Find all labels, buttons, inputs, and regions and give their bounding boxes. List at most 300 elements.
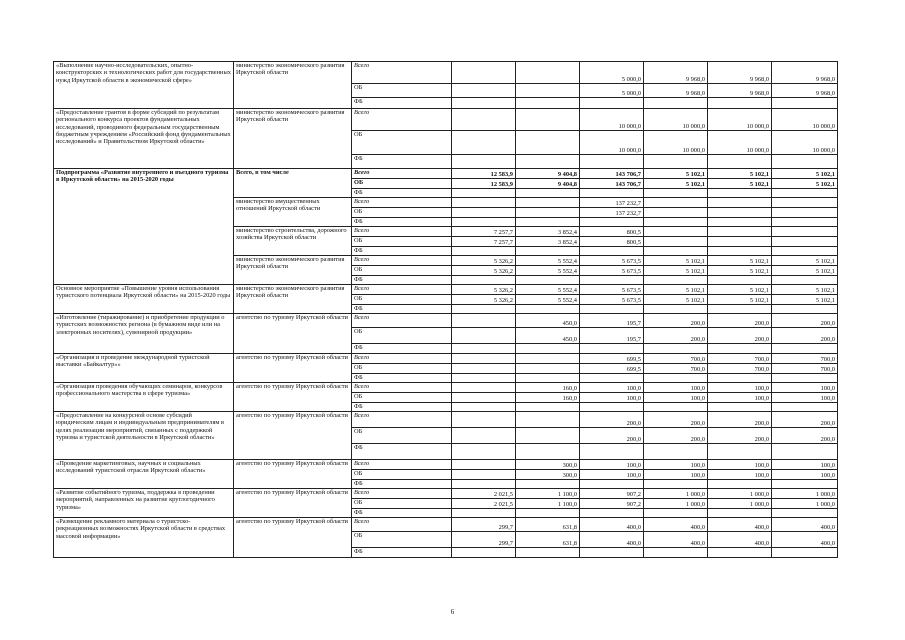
funding-source: ФБ xyxy=(352,155,452,169)
funding-source: Всего xyxy=(352,489,452,499)
table-row xyxy=(54,285,838,295)
amount-cell: 200,0 xyxy=(772,314,838,328)
funding-source: ОБ xyxy=(352,237,452,247)
amount-cell: 450,0 xyxy=(516,314,580,328)
measure-name: Основное мероприятие «Повышение уровня использования туристского потенциала Иркутской области» на 2015-2020 годы xyxy=(54,285,234,314)
amount-cell xyxy=(516,62,580,84)
amount-cell: 10 000,0 xyxy=(580,109,644,131)
amount-cell: 9 404,8 xyxy=(516,169,580,179)
amount-cell xyxy=(452,444,516,460)
amount-cell xyxy=(452,374,516,383)
amount-cell: 100,0 xyxy=(772,470,838,480)
funding-source: ФБ xyxy=(352,189,452,198)
executor: агентство по туризму Иркутской области xyxy=(234,412,352,460)
amount-cell xyxy=(772,98,838,109)
amount-cell xyxy=(708,403,772,412)
amount-cell: 5 326,2 xyxy=(452,295,516,305)
executor: министерство экономического развития Иркутской области xyxy=(234,109,352,169)
table-row xyxy=(54,460,838,470)
amount-cell: 200,0 xyxy=(772,428,838,444)
funding-source: Всего xyxy=(352,314,452,328)
amount-cell xyxy=(452,189,516,198)
amount-cell xyxy=(452,383,516,393)
amount-cell: 1 000,0 xyxy=(772,499,838,509)
funding-source: Всего xyxy=(352,285,452,295)
amount-cell: 143 706,7 xyxy=(580,179,644,189)
funding-source: Всего xyxy=(352,383,452,393)
amount-cell: 1 000,0 xyxy=(644,489,708,499)
amount-cell xyxy=(708,548,772,558)
amount-cell: 200,0 xyxy=(708,412,772,428)
amount-cell: 5 102,1 xyxy=(708,285,772,295)
amount-cell xyxy=(452,428,516,444)
amount-cell: 5 673,5 xyxy=(580,295,644,305)
amount-cell: 450,0 xyxy=(516,328,580,344)
amount-cell: 800,5 xyxy=(580,237,644,247)
amount-cell: 5 552,4 xyxy=(516,285,580,295)
amount-cell: 5 102,1 xyxy=(644,179,708,189)
amount-cell xyxy=(772,227,838,237)
amount-cell: 2 021,5 xyxy=(452,489,516,499)
amount-cell xyxy=(580,509,644,518)
measure-name: «Предоставление грантов в форме субсидий по результатам регионального конкурса проектов фундаментальных исследований, проводимого федеральным государственным бюджетным учреждением «Российский фонд фундаментальных исследований» и Правительством Иркутской области» xyxy=(54,109,234,169)
funding-source: Всего xyxy=(352,354,452,364)
funding-source: ОБ xyxy=(352,131,452,155)
amount-cell xyxy=(708,208,772,218)
amount-cell: 5 102,1 xyxy=(644,169,708,179)
amount-cell xyxy=(772,305,838,314)
amount-cell xyxy=(452,460,516,470)
amount-cell: 100,0 xyxy=(580,460,644,470)
amount-cell: 631,8 xyxy=(516,518,580,532)
funding-source: Всего xyxy=(352,256,452,266)
measure-name: «Организация проведения обучающих семинаров, конкурсов профессионального мастерства в сфере туризма» xyxy=(54,383,234,412)
amount-cell: 10 000,0 xyxy=(644,109,708,131)
amount-cell xyxy=(580,98,644,109)
amount-cell: 400,0 xyxy=(644,532,708,548)
amount-cell xyxy=(516,198,580,208)
measure-name: «Изготовление (тиражирование) и приобретение продукции о туристских возможностях региона (в бумажном виде или на электронных носителях), сувенирной продукции» xyxy=(54,314,234,354)
amount-cell xyxy=(772,509,838,518)
amount-cell: 700,0 xyxy=(772,354,838,364)
funding-source: Всего xyxy=(352,227,452,237)
amount-cell: 5 102,1 xyxy=(772,256,838,266)
amount-cell xyxy=(708,444,772,460)
amount-cell xyxy=(644,227,708,237)
amount-cell xyxy=(708,509,772,518)
amount-cell: 400,0 xyxy=(772,518,838,532)
measure-name: «Развитие событийного туризма, поддержка в проведении мероприятий, направленных на развитие круглогодичного туризма» xyxy=(54,489,234,518)
amount-cell: 400,0 xyxy=(644,518,708,532)
executor: агентство по туризму Иркутской области xyxy=(234,383,352,412)
amount-cell: 100,0 xyxy=(580,470,644,480)
funding-source: ФБ xyxy=(352,444,452,460)
amount-cell: 7 257,7 xyxy=(452,227,516,237)
amount-cell: 5 552,4 xyxy=(516,256,580,266)
budget-table-body xyxy=(54,62,838,558)
amount-cell xyxy=(580,189,644,198)
funding-source: ОБ xyxy=(352,393,452,403)
amount-cell xyxy=(644,509,708,518)
funding-source: Всего xyxy=(352,109,452,131)
amount-cell xyxy=(452,393,516,403)
amount-cell: 200,0 xyxy=(772,328,838,344)
amount-cell: 9 968,0 xyxy=(772,62,838,84)
amount-cell xyxy=(452,305,516,314)
amount-cell: 5 102,1 xyxy=(708,256,772,266)
amount-cell: 9 968,0 xyxy=(644,62,708,84)
amount-cell: 100,0 xyxy=(708,393,772,403)
funding-source: ФБ xyxy=(352,218,452,227)
amount-cell: 100,0 xyxy=(644,460,708,470)
amount-cell xyxy=(772,208,838,218)
amount-cell xyxy=(452,98,516,109)
amount-cell xyxy=(516,480,580,489)
table-row xyxy=(54,489,838,499)
amount-cell: 5 102,1 xyxy=(644,285,708,295)
amount-cell: 200,0 xyxy=(644,412,708,428)
amount-cell: 907,2 xyxy=(580,489,644,499)
funding-source: ФБ xyxy=(352,305,452,314)
amount-cell xyxy=(516,155,580,169)
amount-cell: 5 102,1 xyxy=(708,295,772,305)
funding-source: ФБ xyxy=(352,480,452,489)
measure-name: Подпрограмма «Развитие внутреннего и въездного туризма в Иркутской области» на 2015-2020 годы xyxy=(54,169,234,285)
amount-cell xyxy=(452,364,516,374)
amount-cell: 1 000,0 xyxy=(772,489,838,499)
amount-cell: 143 706,7 xyxy=(580,169,644,179)
amount-cell xyxy=(516,276,580,285)
amount-cell xyxy=(708,98,772,109)
amount-cell xyxy=(516,84,580,98)
measure-name: «Проведение маркетинговых, научных и социальных исследований туристской отрасли Иркутской области» xyxy=(54,460,234,489)
amount-cell xyxy=(644,305,708,314)
amount-cell: 9 968,0 xyxy=(644,84,708,98)
amount-cell: 400,0 xyxy=(708,532,772,548)
amount-cell: 200,0 xyxy=(708,314,772,328)
amount-cell xyxy=(516,444,580,460)
amount-cell xyxy=(772,237,838,247)
amount-cell: 10 000,0 xyxy=(772,131,838,155)
amount-cell: 100,0 xyxy=(580,383,644,393)
amount-cell: 1 100,0 xyxy=(516,499,580,509)
amount-cell xyxy=(516,109,580,131)
executor: агентство по туризму Иркутской области xyxy=(234,354,352,383)
funding-source: ФБ xyxy=(352,276,452,285)
executor: агентство по туризму Иркутской области xyxy=(234,460,352,489)
amount-cell xyxy=(516,412,580,428)
measure-name: «Выполнение научно-исследовательских, опытно-конструкторских и технологических работ для государственных нужд Иркутской области в экономической сфере» xyxy=(54,62,234,109)
amount-cell xyxy=(452,208,516,218)
amount-cell: 100,0 xyxy=(772,383,838,393)
amount-cell xyxy=(772,403,838,412)
amount-cell: 10 000,0 xyxy=(708,131,772,155)
amount-cell: 5 000,0 xyxy=(580,84,644,98)
amount-cell: 5 552,4 xyxy=(516,266,580,276)
amount-cell xyxy=(708,218,772,227)
table-row xyxy=(54,518,838,532)
amount-cell: 9 968,0 xyxy=(772,84,838,98)
amount-cell: 10 000,0 xyxy=(580,131,644,155)
funding-source: Всего xyxy=(352,518,452,532)
amount-cell xyxy=(516,344,580,354)
funding-source: ОБ xyxy=(352,328,452,344)
executor: агентство по туризму Иркутской области xyxy=(234,489,352,518)
amount-cell xyxy=(580,218,644,227)
amount-cell: 100,0 xyxy=(772,460,838,470)
table-row xyxy=(54,314,838,328)
amount-cell: 299,7 xyxy=(452,532,516,548)
amount-cell xyxy=(452,155,516,169)
funding-source: ФБ xyxy=(352,509,452,518)
amount-cell xyxy=(452,548,516,558)
amount-cell xyxy=(580,276,644,285)
amount-cell: 5 102,1 xyxy=(772,169,838,179)
funding-source: ФБ xyxy=(352,403,452,412)
amount-cell xyxy=(644,276,708,285)
amount-cell: 2 021,5 xyxy=(452,499,516,509)
funding-source: Всего xyxy=(352,62,452,84)
funding-source: Всего xyxy=(352,412,452,428)
amount-cell: 5 102,1 xyxy=(772,266,838,276)
amount-cell xyxy=(452,109,516,131)
amount-cell xyxy=(772,218,838,227)
amount-cell xyxy=(644,548,708,558)
executor: агентство по туризму Иркутской области xyxy=(234,518,352,558)
amount-cell: 100,0 xyxy=(708,470,772,480)
amount-cell xyxy=(772,374,838,383)
amount-cell: 631,8 xyxy=(516,532,580,548)
amount-cell xyxy=(708,198,772,208)
funding-source: ОБ xyxy=(352,295,452,305)
measure-name: «Организация и проведение международной туристской выставки «Байкалтур»» xyxy=(54,354,234,383)
amount-cell: 5 102,1 xyxy=(772,179,838,189)
funding-source: ОБ xyxy=(352,84,452,98)
measure-name: «Предоставление на конкурсной основе субсидий юридическим лицам и индивидуальным предпринимателям в целях реализации мероприятий, связанных с поддержкой туризма и туристской деятельности в Иркутской области» xyxy=(54,412,234,460)
amount-cell xyxy=(708,227,772,237)
amount-cell: 200,0 xyxy=(772,412,838,428)
amount-cell xyxy=(644,444,708,460)
amount-cell xyxy=(516,354,580,364)
funding-source: ФБ xyxy=(352,247,452,256)
table-row xyxy=(54,412,838,428)
amount-cell: 300,0 xyxy=(516,470,580,480)
amount-cell xyxy=(452,84,516,98)
amount-cell xyxy=(708,344,772,354)
amount-cell: 10 000,0 xyxy=(772,109,838,131)
amount-cell xyxy=(580,374,644,383)
amount-cell: 5 326,2 xyxy=(452,266,516,276)
sub-executor: министерство экономического развития Иркутской области xyxy=(234,256,352,285)
amount-cell xyxy=(708,155,772,169)
amount-cell xyxy=(772,189,838,198)
amount-cell: 100,0 xyxy=(708,383,772,393)
amount-cell: 699,5 xyxy=(580,354,644,364)
amount-cell xyxy=(580,480,644,489)
amount-cell xyxy=(452,412,516,428)
funding-source: ФБ xyxy=(352,548,452,558)
amount-cell: 12 583,9 xyxy=(452,179,516,189)
amount-cell: 200,0 xyxy=(580,428,644,444)
amount-cell: 800,5 xyxy=(580,227,644,237)
amount-cell xyxy=(708,247,772,256)
amount-cell xyxy=(516,509,580,518)
executor: агентство по туризму Иркутской области xyxy=(234,314,352,354)
amount-cell xyxy=(772,247,838,256)
amount-cell: 1 000,0 xyxy=(644,499,708,509)
funding-source: Всего xyxy=(352,460,452,470)
amount-cell: 10 000,0 xyxy=(708,109,772,131)
amount-cell xyxy=(452,198,516,208)
funding-source: ОБ xyxy=(352,179,452,189)
amount-cell xyxy=(772,276,838,285)
amount-cell: 5 102,1 xyxy=(708,169,772,179)
amount-cell xyxy=(772,548,838,558)
amount-cell: 9 404,8 xyxy=(516,179,580,189)
funding-source: ОБ xyxy=(352,266,452,276)
amount-cell: 137 232,7 xyxy=(580,208,644,218)
funding-source: Всего xyxy=(352,198,452,208)
amount-cell xyxy=(516,189,580,198)
amount-cell xyxy=(772,344,838,354)
sub-executor: министерство строительства, дорожного хозяйства Иркутской области xyxy=(234,227,352,256)
funding-source: Всего xyxy=(352,169,452,179)
amount-cell xyxy=(708,480,772,489)
amount-cell: 5 102,1 xyxy=(708,266,772,276)
amount-cell: 5 326,2 xyxy=(452,256,516,266)
amount-cell xyxy=(452,314,516,328)
amount-cell xyxy=(516,218,580,227)
amount-cell xyxy=(516,428,580,444)
funding-source: ОБ xyxy=(352,532,452,548)
amount-cell xyxy=(580,155,644,169)
funding-source: ФБ xyxy=(352,374,452,383)
amount-cell xyxy=(452,344,516,354)
amount-cell xyxy=(708,374,772,383)
amount-cell xyxy=(772,444,838,460)
amount-cell xyxy=(580,305,644,314)
amount-cell xyxy=(644,237,708,247)
amount-cell: 10 000,0 xyxy=(644,131,708,155)
amount-cell: 195,7 xyxy=(580,328,644,344)
funding-source: ОБ xyxy=(352,470,452,480)
amount-cell xyxy=(452,328,516,344)
table-row xyxy=(54,383,838,393)
amount-cell xyxy=(516,98,580,109)
amount-cell: 5 673,5 xyxy=(580,266,644,276)
table-row xyxy=(54,109,838,131)
amount-cell: 5 102,1 xyxy=(644,295,708,305)
amount-cell: 699,5 xyxy=(580,364,644,374)
amount-cell xyxy=(516,208,580,218)
amount-cell: 907,2 xyxy=(580,499,644,509)
amount-cell xyxy=(708,305,772,314)
amount-cell: 700,0 xyxy=(644,364,708,374)
amount-cell: 100,0 xyxy=(772,393,838,403)
amount-cell xyxy=(452,218,516,227)
amount-cell xyxy=(452,470,516,480)
amount-cell: 100,0 xyxy=(644,393,708,403)
amount-cell: 5 102,1 xyxy=(708,179,772,189)
measure-name: «Размещение рекламного материала о туристско-рекреационных возможностях Иркутской области в средствах массовой информации» xyxy=(54,518,234,558)
amount-cell: 200,0 xyxy=(644,328,708,344)
amount-cell: 5 673,5 xyxy=(580,285,644,295)
amount-cell: 137 232,7 xyxy=(580,198,644,208)
amount-cell xyxy=(644,403,708,412)
amount-cell: 9 968,0 xyxy=(708,62,772,84)
table-row xyxy=(54,62,838,84)
amount-cell xyxy=(516,548,580,558)
amount-cell: 200,0 xyxy=(708,328,772,344)
amount-cell: 100,0 xyxy=(708,460,772,470)
amount-cell: 700,0 xyxy=(772,364,838,374)
amount-cell: 100,0 xyxy=(580,393,644,403)
amount-cell xyxy=(580,344,644,354)
amount-cell xyxy=(708,189,772,198)
funding-source: ОБ xyxy=(352,208,452,218)
table-row xyxy=(54,169,838,179)
funding-source: ОБ xyxy=(352,499,452,509)
amount-cell: 200,0 xyxy=(644,314,708,328)
amount-cell: 700,0 xyxy=(708,364,772,374)
amount-cell xyxy=(644,218,708,227)
amount-cell xyxy=(644,480,708,489)
amount-cell: 200,0 xyxy=(708,428,772,444)
amount-cell: 195,7 xyxy=(580,314,644,328)
amount-cell xyxy=(772,480,838,489)
amount-cell: 5 102,1 xyxy=(644,266,708,276)
amount-cell xyxy=(708,237,772,247)
amount-cell xyxy=(452,354,516,364)
amount-cell xyxy=(580,444,644,460)
funding-source: ФБ xyxy=(352,344,452,354)
amount-cell: 100,0 xyxy=(644,383,708,393)
amount-cell xyxy=(452,403,516,412)
amount-cell: 700,0 xyxy=(644,354,708,364)
amount-cell: 400,0 xyxy=(580,518,644,532)
budget-table xyxy=(53,61,838,558)
amount-cell: 1 000,0 xyxy=(708,499,772,509)
amount-cell: 300,0 xyxy=(516,460,580,470)
amount-cell: 5 673,5 xyxy=(580,256,644,266)
amount-cell: 3 852,4 xyxy=(516,227,580,237)
amount-cell: 400,0 xyxy=(772,532,838,548)
amount-cell xyxy=(516,403,580,412)
amount-cell: 200,0 xyxy=(580,412,644,428)
amount-cell xyxy=(452,247,516,256)
amount-cell xyxy=(452,131,516,155)
amount-cell: 100,0 xyxy=(644,470,708,480)
page-number: 6 xyxy=(450,608,455,616)
amount-cell: 7 257,7 xyxy=(452,237,516,247)
amount-cell xyxy=(772,198,838,208)
amount-cell: 5 102,1 xyxy=(772,285,838,295)
sub-executor: министерство имущественных отношений Иркутской области xyxy=(234,198,352,227)
amount-cell xyxy=(644,98,708,109)
amount-cell xyxy=(644,344,708,354)
amount-cell: 3 852,4 xyxy=(516,237,580,247)
amount-cell xyxy=(452,480,516,489)
amount-cell: 200,0 xyxy=(644,428,708,444)
amount-cell: 400,0 xyxy=(708,518,772,532)
executor: министерство экономического развития Иркутской области xyxy=(234,62,352,109)
amount-cell xyxy=(580,403,644,412)
amount-cell xyxy=(708,276,772,285)
amount-cell: 5 000,0 xyxy=(580,62,644,84)
amount-cell xyxy=(516,131,580,155)
amount-cell: 1 000,0 xyxy=(708,489,772,499)
amount-cell: 9 968,0 xyxy=(708,84,772,98)
